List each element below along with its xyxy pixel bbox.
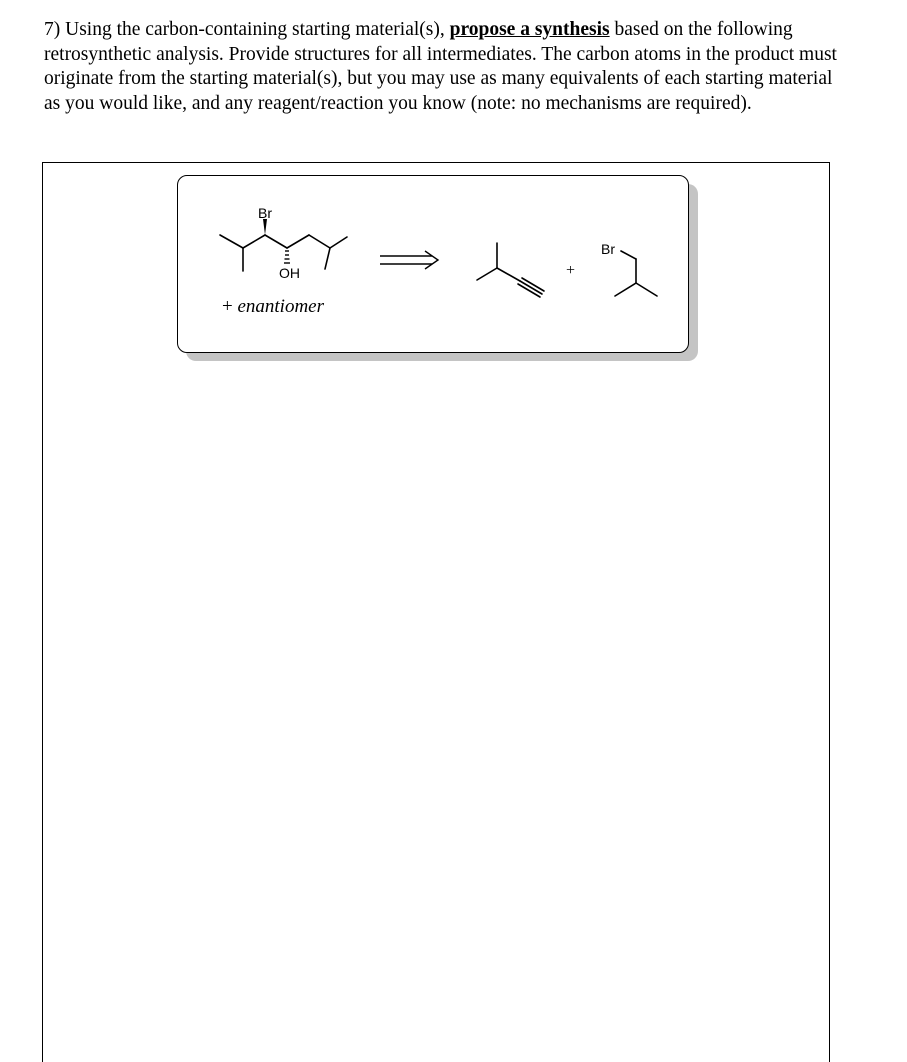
plus-sign: + <box>566 262 576 279</box>
alkyl-bromide-molecule <box>615 251 657 296</box>
question-text <box>44 18 844 116</box>
question-number: 7) <box>44 19 61 40</box>
enantiomer-plus: + <box>222 296 233 317</box>
enantiomer-text: enantiomer <box>237 296 325 317</box>
question-emphasis: propose a synthesis <box>449 19 610 40</box>
hashed-bond-oh <box>284 251 290 263</box>
question-text-after: based on the following retrosynthetic analysis. Provide structures for all intermediates. The carbon atoms in the product must originate from the starting material(s), but you may use as many equivalents of each starting material as you would like, and any reagent/reaction you know (note: no mechanisms are required). <box>44 19 837 114</box>
oh-label: OH <box>279 265 300 281</box>
retrosynthesis-scheme <box>177 175 689 353</box>
retrosynthesis-arrow-icon <box>380 251 438 269</box>
wedge-bond-br <box>263 219 267 235</box>
reagent-br-label: Br <box>601 241 615 257</box>
alkyne-molecule <box>477 243 544 297</box>
br-label: Br <box>258 205 272 221</box>
question-text-before: Using the carbon-containing starting material(s), <box>65 19 450 40</box>
enantiomer-note <box>222 296 324 318</box>
